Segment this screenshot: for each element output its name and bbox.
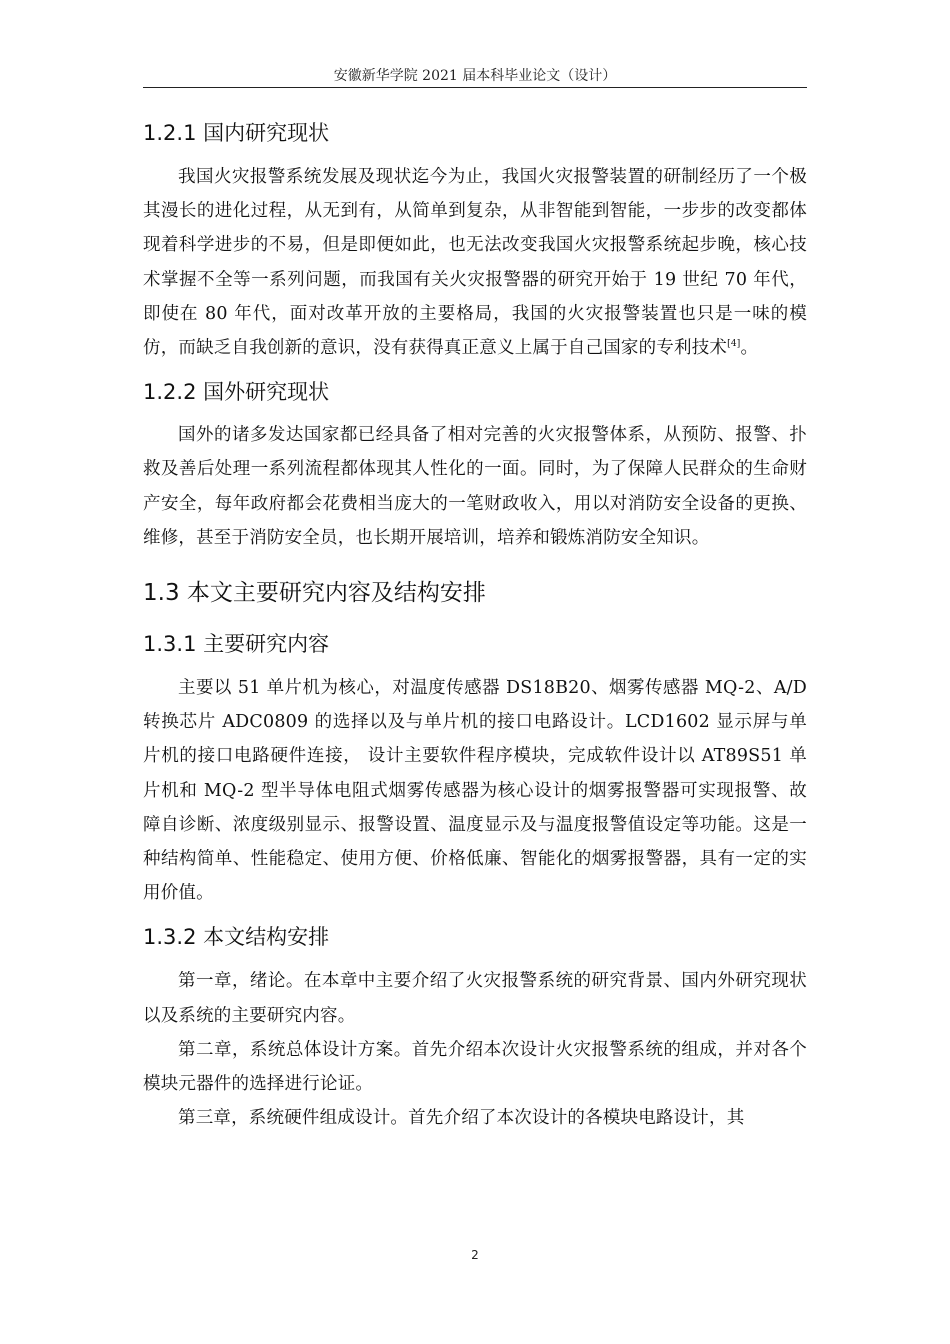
paragraph-domestic-research [143,160,807,365]
page-number: 2 [471,1248,479,1262]
heading-1-3-1: 1.3.1 主要研究内容 [143,632,330,657]
paragraph-text: 我国火灾报警系统发展及现状迄今为止，我国火灾报警装置的研制经历了一个极其漫长的进化过程，从无到有，从简单到复杂，从非智能到智能，一步步的改变都体现着科学进步的不易，但是即便如此，也无法改变我国火灾报警系统起步晚，核心技术掌握不全等一系列问题，而我国有关火灾报警器的研究开始于 19 世纪 70 年代，即使在 80 年代，面对改革开放的主要格局，我国的火灾报警装置也只是一味的模仿，而缺乏自我创新的意识，没有获得真正意义上属于自己国家的专利技术 [143,167,807,359]
running-header: 安徽新华学院 2021 届本科毕业论文（设计） [333,68,617,84]
heading-1-2-2: 1.2.2 国外研究现状 [143,380,330,405]
paragraph-tail: 。 [740,338,759,359]
paragraph-main-content: 主要以 51 单片机为核心，对温度传感器 DS18B20、烟雾传感器 MQ-2、A/D 转换芯片 ADC0809 的选择以及与单片机的接口电路设计。LCD1602 显示屏与单片机的接口电路硬件连接， 设计主要软件程序模块，完成软件设计以 AT89S51 单片机和 MQ-2 型半导体电阻式烟雾传感器为核心设计的烟雾报警器可实现报警、故障自诊断、浓度级别显示、报警设置、温度显示及与温度报警值设定等功能。这是一种结构简单、性能稳定、使用方便、价格低廉、智能化的烟雾报警器，具有一定的实用价值。 [143,678,807,904]
paragraph-chapter-3: 第三章，系统硬件组成设计。首先介绍了本次设计的各模块电路设计，其 [178,1108,745,1129]
paragraph-chapter-1: 第一章，绪论。在本章中主要介绍了火灾报警系统的研究背景、国内外研究现状以及系统的主要研究内容。 [143,971,807,1026]
paragraph-chapter-2: 第二章，系统总体设计方案。首先介绍本次设计火灾报警系统的组成，并对各个模块元器件的选择进行论证。 [143,1039,807,1095]
page-body [143,110,807,1135]
heading-1-2-1: 1.2.1 国内研究现状 [143,121,330,145]
citation-ref: [4] [727,339,741,350]
heading-1-3: 1.3 本文主要研究内容及结构安排 [143,580,486,607]
paragraph-foreign-research: 国外的诸多发达国家都已经具备了相对完善的火灾报警体系，从预防、报警、扑救及善后处理一系列流程都体现其人性化的一面。同时，为了保障人民群众的生命财产安全，每年政府都会花费相当庞大的一笔财政收入，用以对消防安全设备的更换、维修，甚至于消防安全员，也长期开展培训，培养和锻炼消防安全知识。 [143,425,807,548]
header-rule [143,87,807,88]
heading-1-3-2: 1.3.2 本文结构安排 [143,925,330,950]
